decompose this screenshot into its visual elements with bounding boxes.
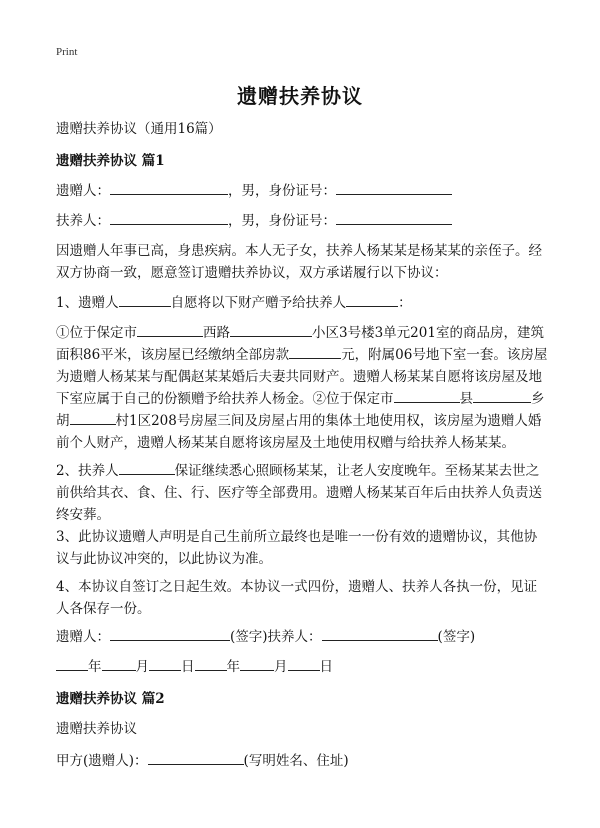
article1-heading: 遗赠扶养协议 篇1 (56, 153, 165, 169)
donor-label: 遗赠人： (56, 183, 110, 199)
blank (56, 656, 88, 671)
donor-line (56, 180, 550, 202)
clause-2 (56, 460, 550, 526)
sign-supporter-label: 扶养人： (267, 629, 322, 645)
donor-id-blank (336, 180, 452, 195)
property-text: 小区3号楼3单元201室的商品房，建筑面积86平米，该房屋已经缴纳全部房款 (56, 325, 544, 363)
blank (119, 460, 175, 475)
property-text: 元，附属06号地下室一套。该房屋为遗赠人杨某某与配偶赵某某婚后夫妻共同财产。遗赠人杨某某自愿将该房屋及地下室应属于自己的份额赠予给扶养人杨金。②位于保定市 (56, 347, 548, 407)
date-day: 日 (181, 659, 195, 675)
blank (149, 656, 181, 671)
blank (70, 410, 116, 425)
blank (288, 656, 320, 671)
blank (148, 750, 244, 765)
party-a-label: 甲方(遗赠人)： (56, 753, 148, 769)
donor-name-blank (110, 180, 228, 195)
date-month: 月 (274, 659, 288, 675)
date-line (56, 656, 550, 678)
supporter-id-blank (336, 210, 452, 225)
clause-1-text-c: ： (398, 295, 412, 311)
clause-4: 4、本协议自签订之日起生效。本协议一式四份，遗赠人、扶养人各执一份，见证人各保存一份。 (56, 579, 538, 617)
supporter-id-label: ，男，身份证号： (228, 213, 336, 229)
blank (230, 322, 312, 337)
date-day: 日 (319, 659, 333, 675)
party-a-line (56, 750, 550, 772)
clause-3: 3、此协议遗赠人声明是自己生前所立最终也是唯一一份有效的遗赠协议，其他协议与此协议冲突的，以此协议为准。 (56, 529, 538, 567)
blank (289, 344, 341, 359)
sign-note: (签字) (437, 629, 476, 645)
article2-heading: 遗赠扶养协议 篇2 (56, 691, 165, 707)
property-text: 乡胡 (56, 391, 545, 429)
property-text: ①位于保定市 (56, 325, 137, 341)
blank (110, 626, 230, 641)
sign-note: (签字) (230, 629, 268, 645)
blank (102, 656, 136, 671)
article2-subheading: 遗赠扶养协议 (56, 721, 137, 737)
blank (137, 322, 203, 337)
blank (322, 626, 438, 641)
blank (195, 656, 227, 671)
date-year: 年 (88, 659, 102, 675)
supporter-name-blank (110, 210, 228, 225)
blank (346, 292, 398, 307)
date-month: 月 (135, 659, 149, 675)
page-title: 遗赠扶养协议 (237, 84, 363, 108)
supporter-line (56, 210, 550, 232)
blank (240, 656, 274, 671)
clause-2-text-a: 2、扶养人 (56, 463, 119, 479)
property-text: 村1区208号房屋三间及房屋占用的集体土地使用权，该房屋为遗赠人婚前个人财产，遗赠人杨某某自愿将该房屋及土地使用权赠与给扶养人杨某某。 (56, 413, 542, 451)
clause-1-text-a: 1、遗赠人 (56, 295, 119, 311)
party-a-note: (写明姓名、住址) (243, 753, 349, 769)
clause-1 (56, 292, 550, 314)
sign-donor-label: 遗赠人： (56, 629, 110, 645)
print-link[interactable]: Print (56, 46, 78, 58)
blank (473, 388, 531, 403)
donor-id-label: ，男，身份证号： (228, 183, 336, 199)
supporter-label: 扶养人： (56, 213, 110, 229)
clause-2-text-b: 保证继续悉心照顾杨某某，让老人安度晚年。至杨某某去世之前供给其衣、食、住、行、医疗等全部费用。遗赠人杨某某百年后由扶养人负责送终安葬。 (56, 463, 542, 523)
blank (119, 292, 171, 307)
blank (394, 388, 460, 403)
property-text: 西路 (203, 325, 230, 341)
intro-paragraph: 因遗赠人年事已高，身患疾病。本人无子女，扶养人杨某某是杨某某的亲侄子。经双方协商一致，愿意签订遗赠扶养协议，双方承诺履行以下协议： (56, 243, 542, 281)
clause-1-text-b: 自愿将以下财产赠予给扶养人 (170, 295, 347, 311)
date-year: 年 (226, 659, 240, 675)
signature-line (56, 626, 550, 648)
subtitle: 遗赠扶养协议（通用16篇） (56, 121, 222, 137)
property-paragraph (56, 322, 550, 454)
property-text: 县 (459, 391, 473, 407)
